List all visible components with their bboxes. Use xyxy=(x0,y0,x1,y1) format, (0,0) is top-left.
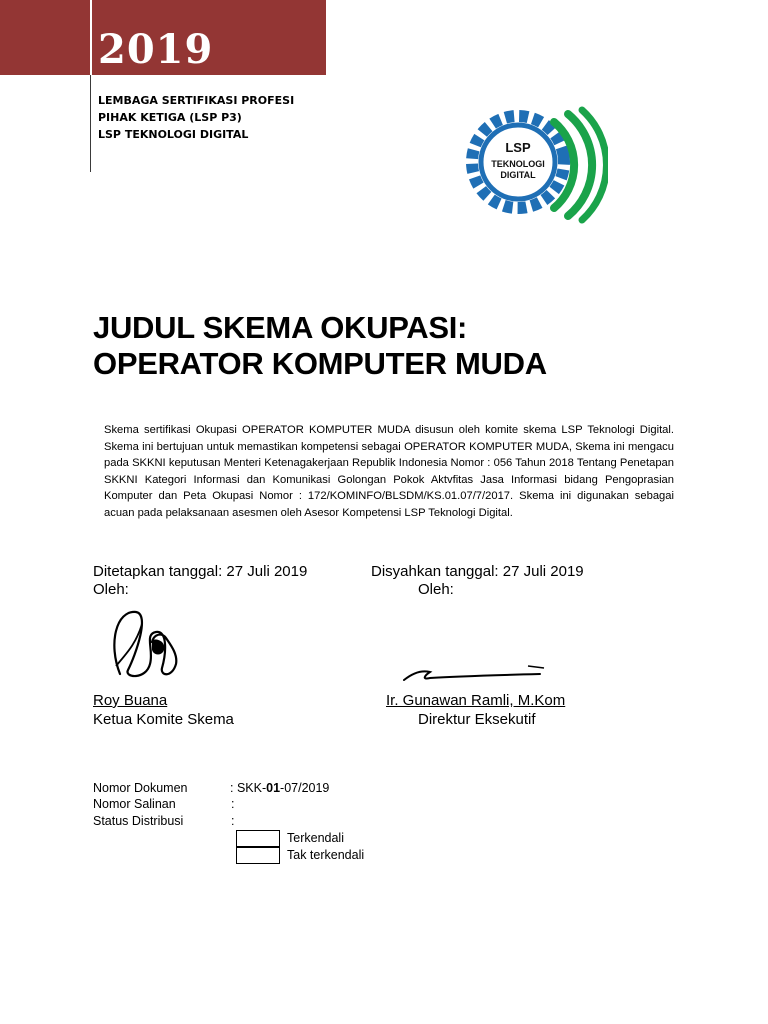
distribution-status-value: : xyxy=(231,814,235,828)
logo-text-1: LSP xyxy=(505,140,531,155)
band-divider xyxy=(90,0,92,75)
org-line-3: LSP TEKNOLOGI DIGITAL xyxy=(98,128,249,141)
left-signer-name: Roy Buana xyxy=(93,692,168,709)
doc-number-label: Nomor Dokumen xyxy=(93,781,188,795)
org-line-1: LEMBAGA SERTIFIKASI PROFESI xyxy=(98,94,295,107)
scheme-description: Skema sertifikasi Okupasi OPERATOR KOMPUTER MUDA disusun oleh komite skema LSP Teknologi Digital. Skema ini bertujuan untuk memastikan kompetensi sebagai OPERATOR KOMPUTER MUDA, Skema ini mengacu pada SKKNI keputusan Menteri Ketenagakerjaan Republik Indonesia Nomor : 056 Tahun 2018 Tentang Penetapan SKKNI Kategori Informasi dan Komunikasi Golongan Pokok Aktvfitas Jasa Informasi bidang Pengoprasian Komputer dan Peta Okupasi Nomor : 172/KOMINFO/BLSDM/KS.01.07/7/2017. Skema ini digunakan sebagai acuan pada pelaksanaan asesmen oleh Asesor Kompetensi LSP Teknologi Digital. xyxy=(104,424,674,519)
right-date-label: Disyahkan tanggal: 27 Juli 2019 xyxy=(371,563,584,580)
distribution-status-label: Status Distribusi xyxy=(93,814,184,828)
year-heading: 2019 xyxy=(98,26,214,73)
left-signature-icon xyxy=(106,604,186,686)
doc-number-value: : SKK-01-07/2019 xyxy=(230,781,330,795)
option-tak-terkendali-label: Tak terkendali xyxy=(287,848,365,862)
left-signer-role: Ketua Komite Skema xyxy=(93,711,234,728)
option-terkendali-label: Terkendali xyxy=(287,831,344,845)
logo-text-3: DIGITAL xyxy=(500,170,536,180)
lsp-gear-logo-icon xyxy=(458,104,608,230)
right-signer-role: Direktur Eksekutif xyxy=(418,711,536,728)
title-line-2: OPERATOR KOMPUTER MUDA xyxy=(93,346,547,381)
checkbox-terkendali[interactable] xyxy=(236,830,280,847)
org-line-2: PIHAK KETIGA (LSP P3) xyxy=(98,111,242,124)
left-date-label: Ditetapkan tanggal: 27 Juli 2019 xyxy=(93,563,308,580)
logo-text-2: TEKNOLOGI xyxy=(491,159,545,169)
right-signer-name: Ir. Gunawan Ramli, M.Kom xyxy=(386,692,566,709)
title-line-1: JUDUL SKEMA OKUPASI: xyxy=(93,310,468,345)
checkbox-tak-terkendali[interactable] xyxy=(236,847,280,864)
right-by-label: Oleh: xyxy=(418,581,454,598)
copy-number-label: Nomor Salinan xyxy=(93,797,176,811)
left-by-label: Oleh: xyxy=(93,581,129,598)
copy-number-value: : xyxy=(231,797,235,811)
right-signature-icon xyxy=(400,662,550,686)
